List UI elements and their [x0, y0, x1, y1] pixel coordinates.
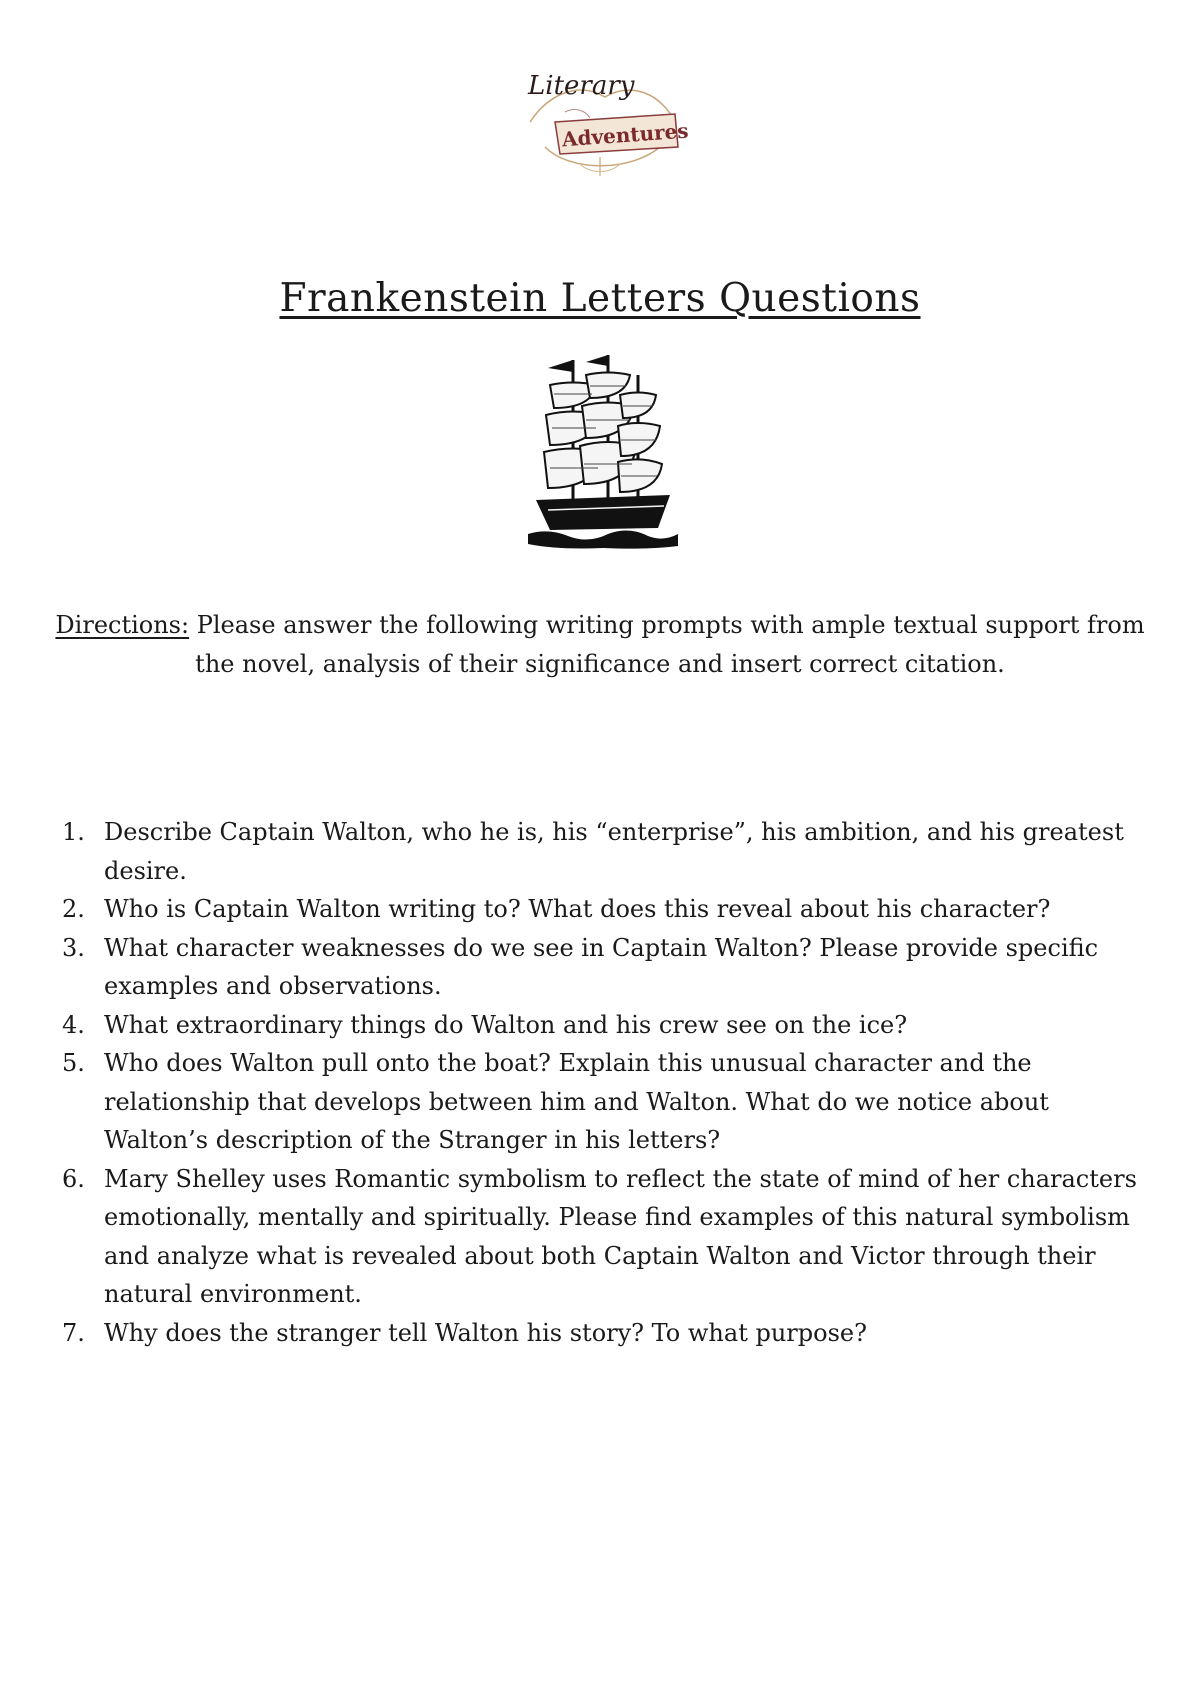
- question-text: What extraordinary things do Walton and his crew see on the ice?: [104, 1010, 908, 1039]
- question-item: [62, 929, 1152, 1006]
- question-text: Who is Captain Walton writing to? What does this reveal about his character?: [104, 895, 1051, 923]
- sailing-ship-illustration: [528, 350, 678, 550]
- question-item: [62, 1314, 1152, 1353]
- ship-icon: [528, 350, 678, 550]
- question-item: [62, 1044, 1152, 1160]
- question-number: 1.: [62, 818, 85, 846]
- question-number: 7.: [62, 1318, 85, 1347]
- literary-adventures-logo: [510, 52, 690, 180]
- question-item: [62, 890, 1152, 929]
- question-number: 2.: [62, 895, 85, 923]
- directions-text: Please answer the following writing prompts with ample textual support from the novel, analysis of their significance and insert correct citation.: [189, 611, 1145, 678]
- question-item: [62, 1006, 1152, 1045]
- question-text: Who does Walton pull onto the boat? Explain this unusual character and the relationship that develops between him and Walton. What do we notice about Walton’s description of the Stranger in his letters?: [104, 1049, 1049, 1154]
- question-number: 6.: [62, 1164, 85, 1193]
- page-title: Frankenstein Letters Questions: [279, 276, 921, 321]
- question-number: 4.: [62, 1010, 85, 1039]
- questions-list: [62, 813, 1152, 1352]
- question-number: 3.: [62, 933, 85, 962]
- question-item: [62, 1160, 1152, 1314]
- question-item: [62, 813, 1152, 890]
- directions-label: Directions:: [55, 611, 190, 639]
- question-text: Why does the stranger tell Walton his story? To what purpose?: [104, 1318, 867, 1347]
- question-text: Describe Captain Walton, who he is, his “enterprise”, his ambition, and his greatest desire.: [104, 818, 1124, 885]
- question-text: What character weaknesses do we see in Captain Walton? Please provide specific examples and observations.: [104, 933, 1099, 1000]
- question-number: 5.: [62, 1049, 85, 1077]
- logo-emblem: [510, 52, 690, 180]
- logo-line2: Adventures: [561, 118, 690, 152]
- question-text: Mary Shelley uses Romantic symbolism to reflect the state of mind of her characters emotionally, mentally and spiritually. Please find examples of this natural symbolism and analyze what is revealed about both Captain Walton and Victor through their natural environment.: [104, 1164, 1137, 1308]
- directions-paragraph: [50, 606, 1150, 684]
- logo-line1: Literary: [528, 71, 635, 101]
